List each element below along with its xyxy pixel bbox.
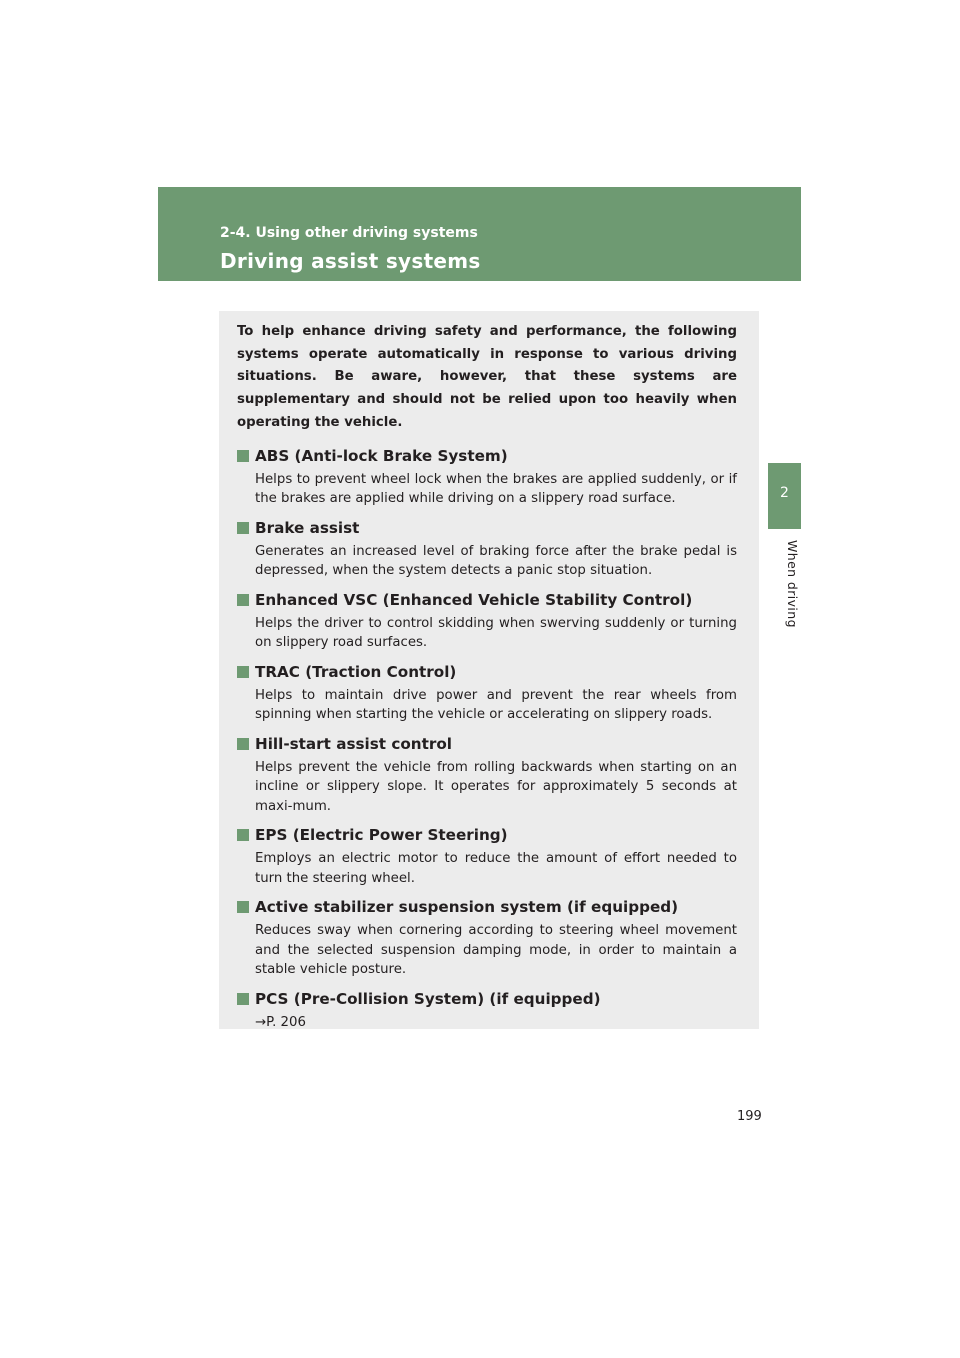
item-abs (237, 445, 737, 509)
square-bullet-icon (237, 993, 249, 1005)
square-bullet-icon (237, 666, 249, 678)
chapter-label: When driving (785, 540, 800, 628)
item-title: PCS (Pre-Collision System) (if equipped) (255, 989, 601, 1008)
item-heading (237, 661, 737, 683)
square-bullet-icon (237, 829, 249, 841)
item-body: Employs an electric motor to reduce the amount of effort needed to turn the steering wheel. (255, 851, 737, 886)
item-active-stabilizer (237, 896, 737, 980)
chapter-number: 2 (780, 485, 789, 501)
chapter-tab (768, 463, 801, 529)
item-hill-start-assist (237, 733, 737, 817)
item-body: Generates an increased level of braking force after the brake pedal is depressed, when the system detects a panic stop situation. (255, 543, 737, 579)
square-bullet-icon (237, 901, 249, 913)
item-heading (237, 988, 737, 1010)
item-enhanced-vsc (237, 589, 737, 653)
page-title: Driving assist systems (220, 249, 481, 273)
item-title: Enhanced VSC (Enhanced Vehicle Stability Control) (255, 590, 693, 609)
item-title: Active stabilizer suspension system (if equipped) (255, 898, 679, 917)
item-title: Hill-start assist control (255, 734, 452, 753)
item-heading (237, 733, 737, 755)
item-body: Helps prevent the vehicle from rolling backwards when starting on an incline or slippery slope. It operates for approximately 5 seconds at maxi-mum. (255, 759, 737, 814)
page-number: 199 (737, 1109, 762, 1124)
page-reference-link[interactable]: →P. 206 (255, 1014, 306, 1030)
item-heading (237, 589, 737, 611)
square-bullet-icon (237, 450, 249, 462)
square-bullet-icon (237, 738, 249, 750)
intro-paragraph: To help enhance driving safety and performance, the following systems operate automatically in response to various driving situations. Be aware, however, that these systems are supplementary and should not be relied upon too heavily when operating the vehicle. (237, 324, 737, 430)
item-title: TRAC (Traction Control) (255, 662, 457, 681)
item-heading (237, 824, 737, 846)
item-body: Helps to maintain drive power and prevent the rear wheels from spinning when starting the vehicle or accelerating on slippery roads. (255, 687, 737, 723)
content-box (219, 311, 759, 1029)
item-body: Helps to prevent wheel lock when the brakes are applied suddenly, or if the brakes are applied while driving on a slippery road surface. (255, 471, 737, 507)
item-title: EPS (Electric Power Steering) (255, 826, 508, 845)
item-heading (237, 896, 737, 918)
item-trac (237, 661, 737, 725)
item-pcs (237, 988, 737, 1033)
section-header (158, 187, 801, 281)
section-label: 2-4. Using other driving systems (220, 225, 478, 241)
item-heading (237, 517, 737, 539)
item-heading (237, 445, 737, 467)
item-brake-assist (237, 517, 737, 581)
item-title: ABS (Anti-lock Brake System) (255, 446, 508, 465)
item-body: Reduces sway when cornering according to steering wheel movement and the selected suspension damping mode, in order to maintain a stable vehicle posture. (255, 923, 737, 978)
item-body: Helps the driver to control skidding when swerving suddenly or turning on slippery road surfaces. (255, 615, 737, 651)
square-bullet-icon (237, 594, 249, 606)
square-bullet-icon (237, 522, 249, 534)
item-eps (237, 824, 737, 888)
item-title: Brake assist (255, 518, 360, 537)
